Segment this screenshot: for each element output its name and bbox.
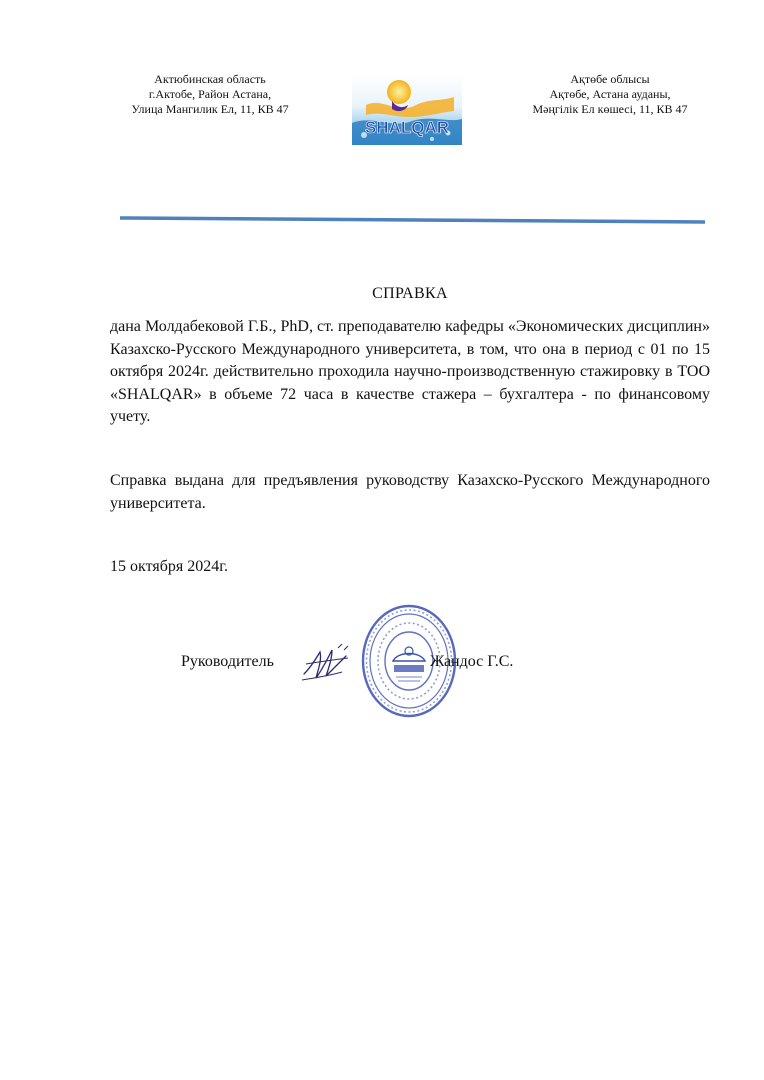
address-left-line-2: г.Актобе, Район Астана, bbox=[148, 87, 272, 101]
signatory-role: Руководитель bbox=[181, 653, 274, 670]
document-title: СПРАВКА bbox=[372, 285, 448, 302]
address-right-line-2: Ақтөбе, Астана ауданы, bbox=[549, 87, 671, 101]
logo-text: SHALQAR bbox=[364, 118, 450, 137]
header-divider bbox=[120, 215, 705, 225]
address-right bbox=[510, 72, 710, 117]
address-left-line-3: Улица Мангилик Ел, 11, КВ 47 bbox=[131, 102, 289, 116]
address-right-line-3: Мәңгілік Ел көшесі, 11, КВ 47 bbox=[532, 102, 688, 116]
sun-icon bbox=[387, 80, 411, 104]
address-left bbox=[110, 72, 310, 117]
company-logo bbox=[352, 75, 462, 145]
document-date: 15 октября 2024г. bbox=[110, 558, 228, 575]
handwritten-signature-icon bbox=[298, 640, 354, 688]
body-paragraph-1: дана Молдабековой Г.Б., PhD, ст. преподавателю кафедры «Экономических дисциплин» Казахско-Русского Международного университета, в том, что она в период с 01 по 15 октября 2024г. действительно проходила научно-производственную стажировку в ТОО «SHALQAR» в объеме 72 часа в качестве стажера – бухгалтера - по финансовому учету. bbox=[110, 318, 710, 425]
signatory-name: Жандос Г.С. bbox=[430, 653, 514, 670]
address-left-line-1: Актюбинская область bbox=[154, 72, 266, 86]
address-right-line-1: Ақтөбе облысы bbox=[570, 72, 650, 86]
body-paragraph-2: Справка выдана для предъявления руководству Казахско-Русского Международного университета. bbox=[110, 472, 710, 512]
